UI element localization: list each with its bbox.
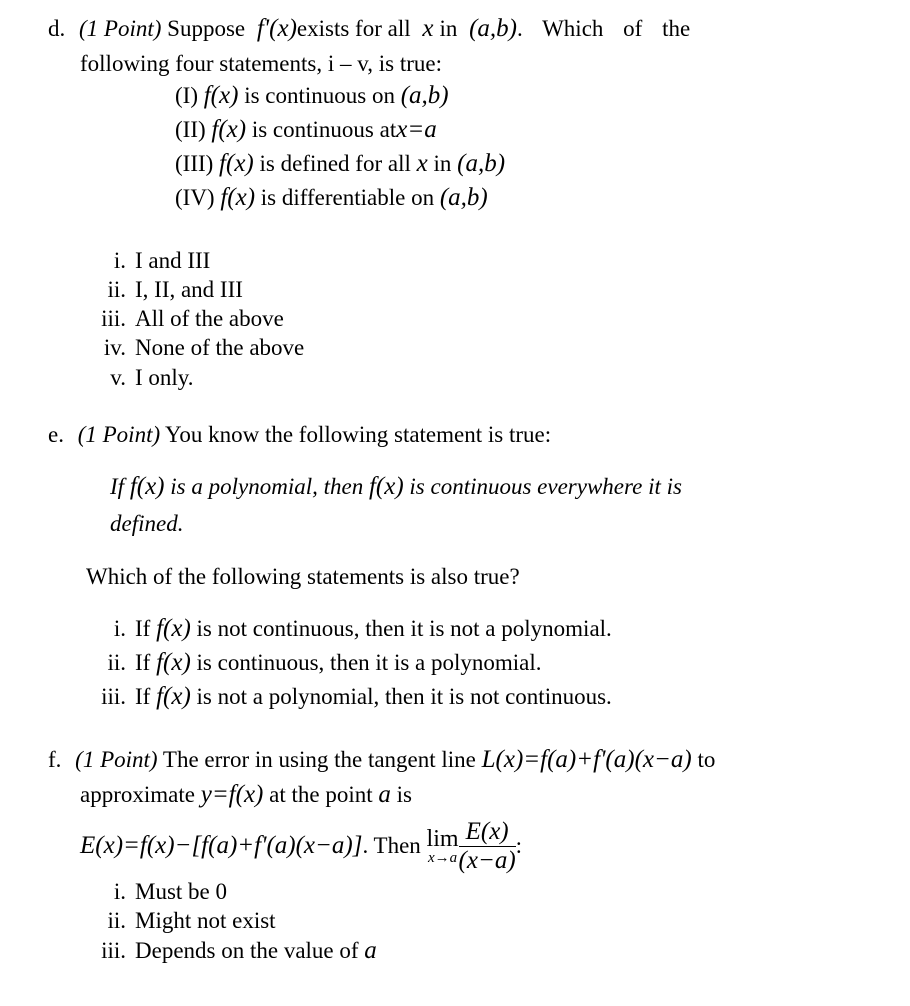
question-d-letter: d. — [48, 16, 66, 41]
option-text: If — [135, 650, 151, 675]
question-f-line3 — [80, 818, 522, 874]
math-f: f(x) — [156, 615, 191, 642]
option-number: ii. — [107, 650, 126, 675]
math-f: f(x) — [219, 150, 254, 177]
fraction-numerator: E(x) — [459, 818, 516, 847]
math-error-definition: E(x)=f(x)−[f(a)+f'(a)(x−a)] — [80, 832, 363, 859]
statement-text: is differentiable on — [260, 185, 435, 210]
option-number: iii. — [101, 684, 126, 709]
limit-fraction — [459, 818, 516, 874]
question-e-text: You know the following statement is true: — [165, 422, 552, 447]
answer-option — [78, 276, 243, 304]
option-text: None of the above — [135, 335, 305, 360]
statement-number: (III) — [175, 151, 214, 176]
question-f-text: is — [396, 782, 412, 807]
question-d-points: (1 Point) — [79, 16, 162, 41]
option-text: is not continuous, then it is not a polynomial. — [196, 616, 612, 641]
option-number: v. — [110, 365, 126, 390]
statement-text: is continuous at — [251, 117, 397, 142]
limit-operator — [427, 827, 459, 866]
option-number: ii. — [107, 908, 126, 933]
question-d-text: in — [439, 16, 458, 41]
math-f: f(x) — [368, 473, 404, 500]
question-f-line2 — [80, 780, 412, 810]
option-number: i. — [113, 879, 126, 904]
answer-option — [78, 936, 377, 966]
question-f-letter: f. — [48, 747, 62, 772]
option-text: If — [135, 684, 151, 709]
question-d-line2: following four statements, i – v, is true: — [80, 51, 442, 76]
question-f-points: (1 Point) — [75, 747, 158, 772]
math-interval: (a,b) — [400, 82, 449, 109]
option-text: is continuous, then it is a polynomial. — [196, 650, 542, 675]
given-statement-cont: defined. — [110, 511, 184, 536]
math-f: f(x) — [220, 184, 256, 211]
statement-number: (II) — [175, 117, 206, 142]
given-statement — [110, 472, 682, 502]
math-f: f(x) — [156, 683, 191, 710]
statement-text: is defined for all — [259, 151, 411, 176]
answer-option — [78, 907, 276, 935]
statement-item — [175, 81, 449, 111]
option-text: Might not exist — [135, 908, 276, 933]
math-f: f(x) — [203, 82, 239, 109]
math-f: f(x) — [211, 116, 247, 143]
fraction-denominator: (x−a) — [458, 846, 516, 874]
math-expression: x=a — [396, 116, 437, 143]
option-text: Must be 0 — [135, 879, 227, 904]
question-f-text: to — [697, 747, 716, 772]
option-text: I, II, and III — [135, 277, 243, 302]
math-interval: (a,b) — [439, 184, 488, 211]
question-f-text: at the point — [269, 782, 373, 807]
question-d-text: exists for all — [296, 16, 411, 41]
option-number: iii. — [101, 306, 126, 331]
statement-number: (I) — [175, 83, 198, 108]
statement-item — [175, 115, 437, 145]
question-f-text: . Then — [362, 833, 421, 859]
option-text: All of the above — [135, 306, 284, 331]
answer-option — [78, 648, 542, 678]
answer-option — [78, 614, 612, 644]
statement-text: is a polynomial, then — [170, 474, 364, 499]
question-e-points: (1 Point) — [77, 422, 161, 447]
question-d-text: Suppose — [167, 16, 246, 41]
math-x: x — [422, 15, 434, 42]
question-f-text: The error in using the tangent line — [162, 747, 476, 772]
limit-label: lim — [426, 825, 459, 852]
math-y-equals: y=f(x) — [200, 781, 264, 808]
answer-option — [78, 364, 194, 392]
math-tangent-line: L(x)=f(a)+f'(a)(x−a) — [481, 746, 692, 773]
question-d-line1 — [48, 14, 690, 44]
math-interval: (a,b) — [457, 150, 506, 177]
math-f: f(x) — [129, 473, 165, 500]
answer-option — [78, 878, 227, 906]
option-number: i. — [113, 616, 126, 641]
option-text: Depends on the value of — [135, 938, 359, 963]
answer-option — [78, 305, 284, 333]
math-a: a — [364, 937, 377, 964]
answer-option — [78, 334, 304, 362]
option-text: is not a polynomial, then it is not continuous. — [196, 684, 612, 709]
statement-text: If — [110, 474, 125, 499]
question-f-text: : — [515, 833, 523, 859]
option-text: I and III — [135, 248, 211, 273]
statement-text: is continuous on — [244, 83, 395, 108]
math-x: x — [416, 150, 428, 177]
math-f: f(x) — [156, 649, 191, 676]
answer-option — [78, 247, 210, 275]
math-a: a — [378, 781, 391, 808]
limit-subscript: x→a — [427, 849, 458, 866]
option-text: If — [135, 616, 151, 641]
option-number: ii. — [107, 277, 126, 302]
option-text: I only. — [135, 365, 194, 390]
option-number: i. — [113, 248, 126, 273]
math-fprime: f'(x) — [256, 15, 297, 42]
option-number: iv. — [103, 335, 126, 360]
question-f-line1 — [48, 745, 715, 775]
question-e-letter: e. — [48, 422, 64, 447]
statement-text: is continuous everywhere it is — [409, 474, 682, 499]
option-number: iii. — [101, 938, 126, 963]
statement-text: in — [433, 151, 452, 176]
question-f-text: approximate — [80, 782, 195, 807]
question-e-prompt: Which of the following statements is also true? — [86, 564, 520, 589]
statement-item — [175, 149, 505, 179]
statement-number: (IV) — [175, 185, 215, 210]
question-e-line1 — [48, 421, 551, 449]
question-d-text: . Which of the — [517, 16, 691, 41]
statement-item — [175, 183, 488, 213]
math-interval: (a,b) — [469, 15, 518, 42]
answer-option — [78, 682, 612, 712]
